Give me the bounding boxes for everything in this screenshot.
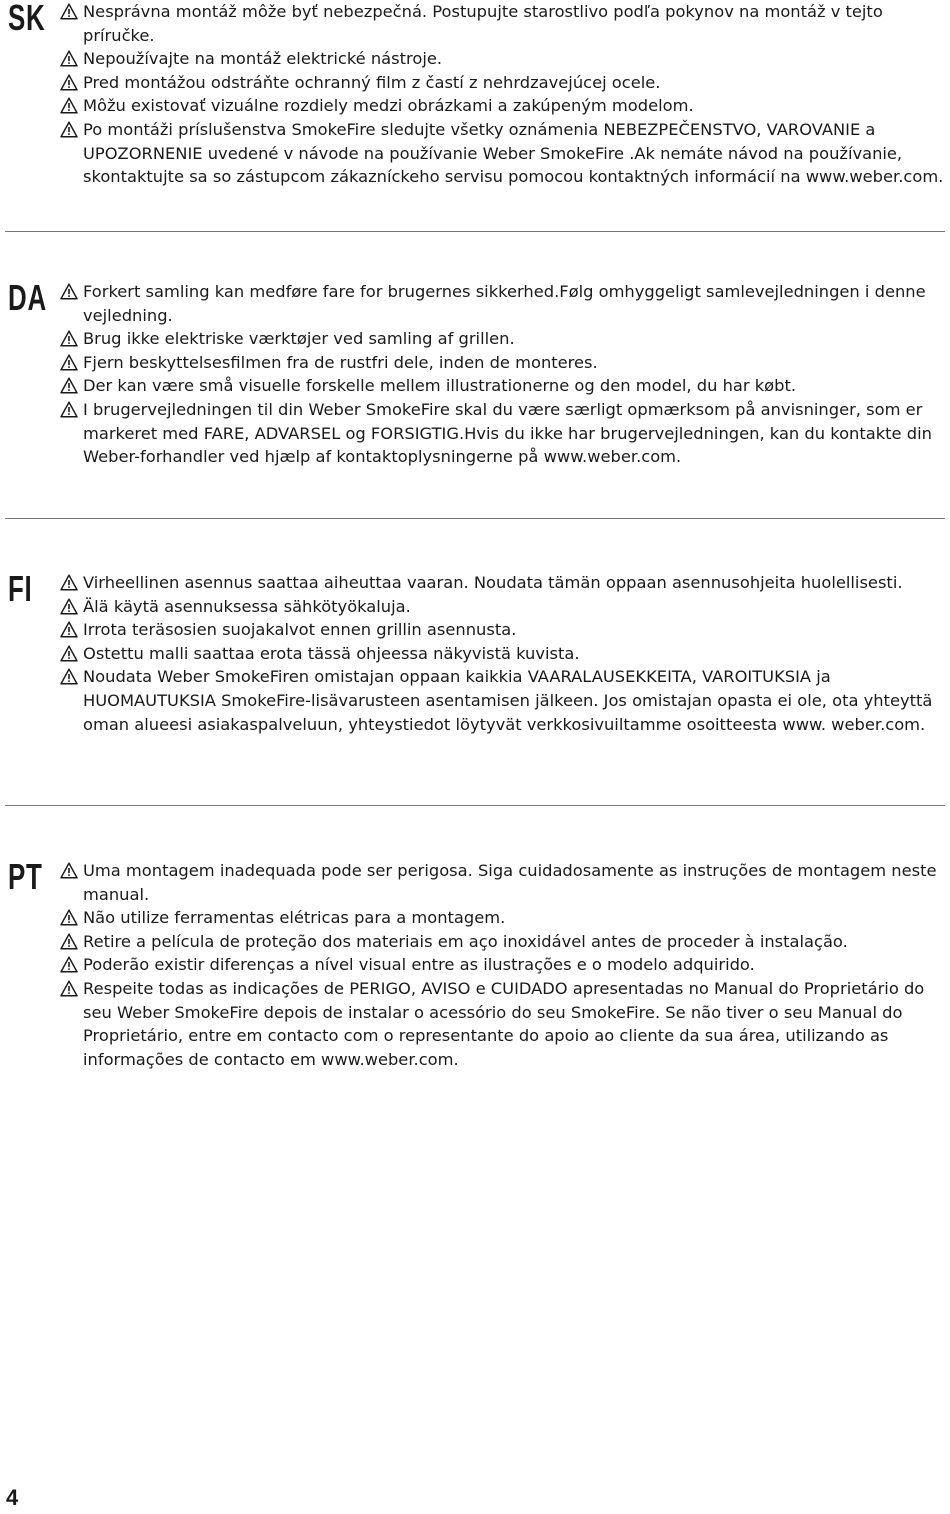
warning-text: Pred montážou odstráňte ochranný film z častí z nehrdzavejúcej ocele. xyxy=(83,72,661,92)
warning-text: Po montáži príslušenstva SmokeFire sledujte všetky oznámenia NEBEZPEČENSTVO, VAROVANIE a UPOZORNENIE uvedené v návode na používanie Weber SmokeFire .Ak nemáte návod na používanie, skontaktujte sa so zástupcom zákazníckeho servisu pomocou kontaktných informácií na www.weber.com. xyxy=(83,119,944,187)
warning-item xyxy=(60,859,946,906)
warning-item xyxy=(60,953,946,977)
warning-triangle-icon xyxy=(60,598,78,615)
warning-triangle-icon xyxy=(60,980,78,997)
warning-item xyxy=(60,571,946,595)
warning-item xyxy=(60,665,946,736)
warning-item xyxy=(60,398,946,469)
warning-text: Nesprávna montáž môže byť nebezpečná. Postupujte starostlivo podľa pokynov na montáž v tejto príručke. xyxy=(83,2,883,45)
section-divider xyxy=(5,805,945,806)
warning-text: Respeite todas as indicações de PERIGO, AVISO e CUIDADO apresentadas no Manual do Proprietário do seu Weber SmokeFire depois de instalar o acessório do seu SmokeFire. Se não tiver o seu Manual do Proprietário, entre em contacto com o representante do apoio ao cliente da sua área, utilizando as informações de contacto em www.weber.com. xyxy=(83,978,925,1069)
language-code: PT xyxy=(8,856,43,897)
warning-triangle-icon xyxy=(60,645,78,662)
warning-item xyxy=(60,351,946,375)
warning-text: Não utilize ferramentas elétricas para a montagem. xyxy=(83,908,506,928)
warning-triangle-icon xyxy=(60,354,78,371)
warning-triangle-icon xyxy=(60,330,78,347)
warning-text: Poderão existir diferenças a nível visual entre as ilustrações e o modelo adquirido. xyxy=(83,955,755,975)
warning-triangle-icon xyxy=(60,668,78,685)
warning-item xyxy=(60,94,946,118)
warning-text: Forkert samling kan medføre fare for brugernes sikkerhed.Følg omhyggeligt samlevejledningen i denne vejledning. xyxy=(83,282,926,325)
language-code: FI xyxy=(8,568,33,609)
section-divider xyxy=(5,518,945,519)
warning-text: Virheellinen asennus saattaa aiheuttaa vaaran. Noudata tämän oppaan asennusohjeita huolellisesti. xyxy=(83,573,903,592)
warning-text: Uma montagem inadequada pode ser perigosa. Siga cuidadosamente as instruções de montagem neste manual. xyxy=(83,861,937,904)
warning-item xyxy=(60,374,946,398)
language-code: DA xyxy=(8,277,47,318)
warning-item xyxy=(60,618,946,642)
warning-triangle-icon xyxy=(60,50,78,67)
warning-text: Retire a película de proteção dos materiais em aço inoxidável antes de proceder à instalação. xyxy=(83,931,848,951)
warning-item xyxy=(60,280,946,327)
warning-triangle-icon xyxy=(60,574,78,591)
warning-item xyxy=(60,71,946,95)
warning-list xyxy=(60,280,946,469)
warning-text: Älä käytä asennuksessa sähkötyökaluja. xyxy=(83,596,411,616)
warning-item xyxy=(60,47,946,71)
warning-triangle-icon xyxy=(60,862,78,879)
warning-triangle-icon xyxy=(60,121,78,138)
warning-text: I brugervejledningen til din Weber SmokeFire skal du være særligt opmærksom på anvisninger, som er markeret med FARE, ADVARSEL og FORSIGTIG.Hvis du ikke har brugervejledningen, kan du kontakte din Weber-forhandler ved hjælp af kontaktoplysningerne på www.weber.com. xyxy=(83,399,932,467)
warning-triangle-icon xyxy=(60,377,78,394)
language-code: SK xyxy=(8,0,46,38)
warning-item xyxy=(60,595,946,619)
warning-item xyxy=(60,0,946,47)
warning-text: Der kan være små visuelle forskelle mellem illustrationerne og den model, du har købt. xyxy=(83,376,797,396)
warning-text: Noudata Weber SmokeFiren omistajan oppaan kaikkia VAARALAUSEKKEITA, VAROITUKSIA ja HUOMAUTUKSIA SmokeFire-lisävarusteen asentamisen jälkeen. Jos omistajan opasta ei ole, ota yhteyttä oman alueesi asiakaspalveluun, yhteystiedot löytyvät verkkosivuiltamme osoitteesta www. weber.com. xyxy=(83,667,933,734)
warning-item xyxy=(60,642,946,666)
warning-triangle-icon xyxy=(60,933,78,950)
warning-triangle-icon xyxy=(60,956,78,973)
warning-text: Brug ikke elektriske værktøjer ved samling af grillen. xyxy=(83,329,515,349)
warning-list xyxy=(60,859,946,1071)
warning-text: Ostettu malli saattaa erota tässä ohjeessa näkyvistä kuvista. xyxy=(83,643,580,663)
warning-triangle-icon xyxy=(60,97,78,114)
section-divider xyxy=(5,231,945,232)
warning-item xyxy=(60,906,946,930)
warning-text: Irrota teräsosien suojakalvot ennen grillin asennusta. xyxy=(83,620,517,640)
warning-triangle-icon xyxy=(60,3,78,20)
warning-triangle-icon xyxy=(60,74,78,91)
warning-triangle-icon xyxy=(60,621,78,638)
warning-list xyxy=(60,0,946,189)
warning-item xyxy=(60,977,946,1071)
warning-text: Nepoužívajte na montáž elektrické nástroje. xyxy=(83,49,443,69)
warning-triangle-icon xyxy=(60,283,78,300)
page-number: 4 xyxy=(6,1485,19,1510)
warning-text: Môžu existovať vizuálne rozdiely medzi obrázkami a zakúpeným modelom. xyxy=(83,96,694,116)
warning-item xyxy=(60,118,946,189)
warning-item xyxy=(60,930,946,954)
warning-item xyxy=(60,327,946,351)
warning-triangle-icon xyxy=(60,909,78,926)
warning-text: Fjern beskyttelsesfilmen fra de rustfri dele, inden de monteres. xyxy=(83,352,598,372)
warning-list xyxy=(60,571,946,736)
warning-triangle-icon xyxy=(60,401,78,418)
